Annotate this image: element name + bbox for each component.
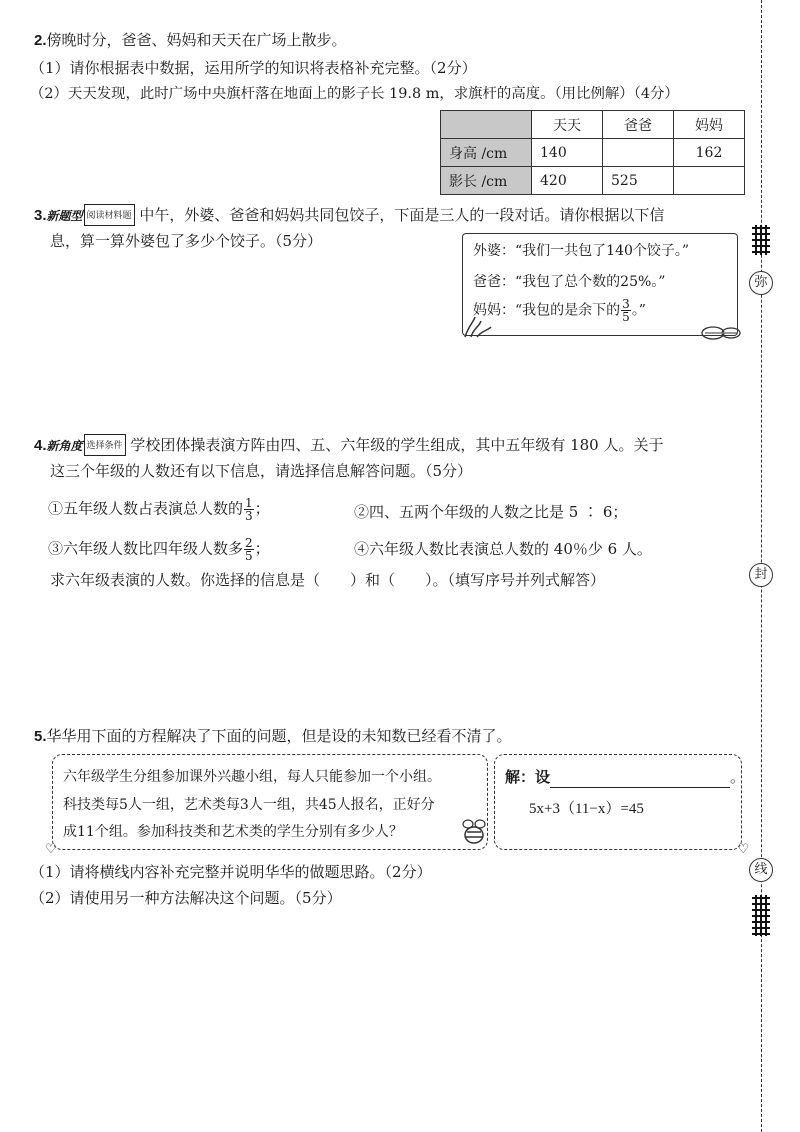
table-cell bbox=[603, 139, 674, 167]
q2-text: 傍晚时分，爸爸、妈妈和天天在广场上散步。 bbox=[46, 31, 347, 49]
heart-icon: ♡ bbox=[737, 842, 749, 857]
q5-sub1: （1）请将横线内容补充完整并说明华华的做题思路。（2分） bbox=[30, 863, 432, 881]
q4-info2: ②四、五两个年级的人数之比是 5 ∶ 6； bbox=[354, 503, 628, 521]
solution-set-line: 解：设 。 bbox=[505, 768, 746, 786]
table-corner-cell bbox=[441, 111, 532, 139]
q2-data-table bbox=[440, 110, 745, 195]
q3-line1: 中午，外婆、爸爸和妈妈共同包饺子，下面是三人的一段对话。请你根据以下信 bbox=[139, 206, 665, 224]
answer-blank-input[interactable] bbox=[550, 771, 730, 788]
q4-stem-line1 bbox=[34, 434, 664, 456]
q2-sub2: （2）天天发现，此时广场中央旗杆落在地面上的影子长 19.8 m，求旗杆的高度。（用比例解）（4分） bbox=[30, 86, 679, 102]
q4-line1: 学校团体操表演方阵由四、五、六年级的学生组成，其中五年级有 180 人。关于 bbox=[130, 436, 664, 454]
fraction-two-fifths: $\frac{2}{5}$ bbox=[245, 536, 253, 563]
table-row bbox=[441, 167, 745, 195]
q5-number: 5. bbox=[34, 728, 47, 745]
q4-tag-sub: 选择条件 bbox=[84, 434, 126, 456]
table-cell: 162 bbox=[674, 139, 745, 167]
q5-problem-box bbox=[45, 754, 488, 857]
heart-icon: ♡ bbox=[45, 842, 57, 857]
q4-number: 4. bbox=[34, 437, 47, 454]
dialog-line-mom bbox=[473, 298, 646, 323]
table-row bbox=[441, 139, 745, 167]
knot-ornament-icon bbox=[748, 222, 774, 258]
table-cell bbox=[674, 167, 745, 195]
q4-info1: ①五年级人数占表演总人数的 $\frac{1}{3}$ ； bbox=[48, 496, 270, 523]
q2-sub1: （1）请你根据表中数据，运用所学的知识将表格补充完整。（2分） bbox=[30, 59, 477, 77]
table-header-cell: 爸爸 bbox=[603, 111, 674, 139]
problem-line: 成11个组。参加科技类和艺术类的学生分别有多少人？ bbox=[63, 824, 403, 840]
problem-line: 六年级学生分组参加课外兴趣小组，每人只能参加一个小组。 bbox=[63, 769, 441, 785]
q3-number: 3. bbox=[34, 207, 47, 224]
table-header-cell: 妈妈 bbox=[674, 111, 745, 139]
table-row-label: 身高 /cm bbox=[441, 139, 532, 167]
q4-tag bbox=[47, 434, 126, 456]
q3-line2: 息，算一算外婆包了多少个饺子。（5分） bbox=[50, 232, 323, 250]
dialog-mom-text: 妈妈：“我包的是余下的 bbox=[473, 302, 621, 319]
q4-line2: 这三个年级的人数还有以下信息，请选择信息解答问题。（5分） bbox=[50, 462, 473, 480]
solution-label: 解：设 bbox=[505, 769, 551, 786]
q4-question: 求六年级表演的人数。你选择的信息是（ ）和（ ）。（填写序号并列式解答） bbox=[50, 571, 606, 589]
dialog-line-dad: 爸爸：“我包了总个数的25%。” bbox=[473, 274, 666, 290]
dialog-line-grandma: 外婆：“我们一共包了140个饺子。” bbox=[473, 243, 690, 259]
fraction-one-third: $\frac{1}{3}$ bbox=[245, 496, 253, 523]
q4-info4: ④六年级人数比表演总人数的 40％少 6 人。 bbox=[354, 540, 652, 558]
q3-tag bbox=[47, 204, 135, 226]
table-row-label: 影长 /cm bbox=[441, 167, 532, 195]
q3-tag-sub: 阅读材料题 bbox=[84, 204, 135, 226]
q5-sub2: （2）请使用另一种方法解决这个问题。（5分） bbox=[30, 889, 342, 907]
shell-decoration-icon bbox=[699, 321, 743, 341]
table-header-row bbox=[441, 111, 745, 139]
fraction-three-fifths: $\frac{3}{5}$ bbox=[622, 297, 630, 324]
equation: 5x+3（11−x）=45 bbox=[529, 801, 644, 817]
bee-decoration-icon bbox=[459, 817, 489, 849]
table-header-cell: 天天 bbox=[532, 111, 603, 139]
q3-stem-line1 bbox=[34, 204, 664, 226]
margin-seal-xian: 线 bbox=[749, 858, 773, 882]
table-cell: 525 bbox=[603, 167, 674, 195]
q5-solution-box bbox=[494, 754, 749, 857]
margin-seal-mi: 弥 bbox=[749, 271, 773, 295]
q3-tag-label: 新题型 bbox=[46, 209, 83, 223]
margin-seal-feng: 封 bbox=[749, 563, 773, 587]
q5-text: 华华用下面的方程解决了下面的问题，但是设的未知数已经看不清了。 bbox=[46, 727, 512, 745]
dialog-mom-end: 。” bbox=[631, 302, 646, 319]
q5-stem bbox=[34, 726, 512, 747]
table-cell: 140 bbox=[532, 139, 603, 167]
table-cell: 420 bbox=[532, 167, 603, 195]
q3-dialog-box bbox=[462, 233, 738, 336]
q2-stem bbox=[34, 30, 347, 51]
problem-line: 科技类每5人一组，艺术类每3人一组，共45人报名，正好分 bbox=[63, 797, 435, 813]
q4-info3: ③六年级人数比四年级人数多 $\frac{2}{5}$ ； bbox=[48, 536, 270, 563]
q2-number: 2. bbox=[34, 32, 47, 49]
q4-tag-label: 新角度 bbox=[46, 439, 83, 453]
plant-decoration-icon bbox=[461, 315, 495, 339]
knot-ornament-icon bbox=[748, 892, 774, 938]
